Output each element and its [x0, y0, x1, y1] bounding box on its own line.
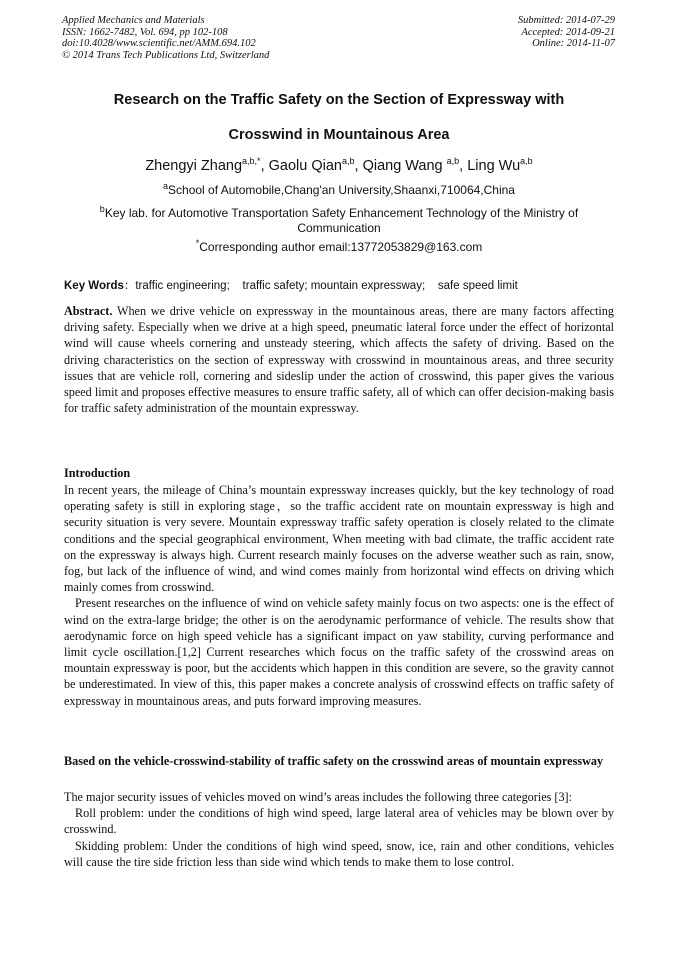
affiliation-b — [80, 206, 598, 236]
author-sup: a,b — [446, 156, 460, 167]
keywords-text: traffic engineering; traffic safety; mountain expressway; safe speed limit — [135, 280, 518, 292]
author-list: Zhengyi Zhang$^{a,b,*}$, Gaolu Qian$^{a,b}$, Qiang Wang $^{a,b}$, Ling Wu$^{a,b}$ — [145, 156, 533, 174]
abstract — [64, 303, 614, 416]
intro-paragraph-2: Present researches on the influence of wind on vehicle safety mainly focus on two aspects: one is the effect of wind on the extra-large bridge; the other is on the aerodynamic performance of vehicle. The results show that aerodynamic force on high speed vehicle has a significant impact on yaw stability, curving performance and limit cycle oscillation.[1,2] Current researches which focus on the traffic safety of the crosswind areas on mountain expressway is poor, but the accidents which happen in this condition are severe, so the gravity cannot be underestimated. In view of this, this paper makes a concrete analysis of crosswind effects on traffic safety of expressway in mountainous areas, and puts forward improving measures. — [64, 596, 614, 708]
section-body — [64, 789, 614, 870]
introduction-body — [64, 482, 614, 709]
paper-title-line-1: Research on the Traffic Safety on the Section of Expressway with — [113, 92, 565, 108]
author-sup: a,b — [520, 156, 533, 167]
issn: ISSN: 1662-7482, Vol. 694, pp 102-108 — [62, 26, 228, 38]
journal-header-right — [518, 15, 615, 50]
keywords-label: Key Words — [64, 280, 124, 292]
doi: doi:10.4028/www.scientific.net/AMM.694.102 — [62, 38, 256, 49]
affiliation-text: Key lab. for Automotive Transportation Safety Enhancement Technology of the Ministry of Communication — [104, 206, 579, 235]
online-date: Online: 2014-11-07 — [532, 38, 615, 49]
affiliation-text: School of Automobile,Chang'an University,Shaanxi,710064,China — [168, 183, 515, 197]
section-paragraph-3: Skidding problem: Under the conditions of high wind speed, snow, ice, rain and other conditions, vehicles will cause the tire side friction less than side wind which tends to make them to lose control. — [64, 838, 614, 869]
affiliation-sup: a — [163, 181, 169, 191]
abstract-text: When we drive vehicle on expressway in the mountainous areas, there are many factors affecting driving safety. Especially when we drive at a high speed, pneumatic lateral force under the effect of horizontal wind will cause wheels cornering and unsteady steering, which affects the safety of driving. Based on the driving characteristics on the section of expressway with crosswind in mountainous areas, and three security issues that are vehicle roll, cornering and sideslip under the action of crosswind, this paper gives the various speed limit and proposes effective measures to ensure traffic safety, all of which can offer decision-making basis for traffic safety administration of the mountain expressway. — [64, 304, 614, 416]
introduction-heading: Introduction — [64, 466, 131, 480]
affiliation-text: Corresponding author email:13772053829@163.com — [199, 240, 483, 254]
corresponding-author — [80, 240, 598, 255]
submitted-date: Submitted: 2014-07-29 — [517, 15, 615, 26]
author-sup: a,b,* — [242, 156, 261, 167]
accepted-date: Accepted: 2014-09-21 — [521, 26, 615, 38]
affiliation-a — [80, 183, 598, 198]
author-name: Zhengyi Zhang — [145, 158, 243, 174]
abstract-label: Abstract. — [64, 304, 113, 318]
copyright: © 2014 Trans Tech Publications Ltd, Switzerland — [62, 49, 270, 61]
intro-paragraph-1: In recent years, the mileage of China’s mountain expressway increases quickly, but the key technology of road operating safety is still in exploring stage，so the traffic accident rate on mountain expressway is high and security situation is very severe. Mountain expressway traffic safety operation is closely related to the climate conditions and the special geographical environment, When meeting with bad climate, the traffic accident rate on the expressway is always high. Current research mainly focuses on the adverse weather such as rain, snow, fog, but lack of the influence of wind, and wind comes mainly from horizontal wind effects on driving which mainly comes from crosswind. — [64, 483, 614, 595]
paper-title-line-2: Crosswind in Mountainous Area — [228, 127, 450, 143]
author-name: Gaolu Qian — [268, 158, 342, 174]
section-paragraph-1: The major security issues of vehicles moved on wind’s areas includes the following three categories [3]: — [64, 790, 573, 804]
section-heading: Based on the vehicle-crosswind-stability of traffic safety on the crosswind areas of mountain expressway — [64, 754, 604, 768]
affiliation-sup: * — [195, 238, 200, 248]
section-paragraph-2: Roll problem: under the conditions of high wind speed, large lateral area of vehicles may be blown over by crosswind. — [64, 806, 614, 837]
author-name: Qiang Wang — [362, 158, 447, 174]
journal-name: Applied Mechanics and Materials — [62, 15, 205, 26]
author-sup: a,b — [341, 156, 355, 167]
author-name: Ling Wu — [467, 158, 521, 174]
journal-header-left — [62, 15, 269, 61]
affiliation-sup: b — [99, 204, 105, 214]
keywords: Key Words：traffic engineering; traffic safety; mountain expressway; safe speed limit — [64, 280, 518, 292]
